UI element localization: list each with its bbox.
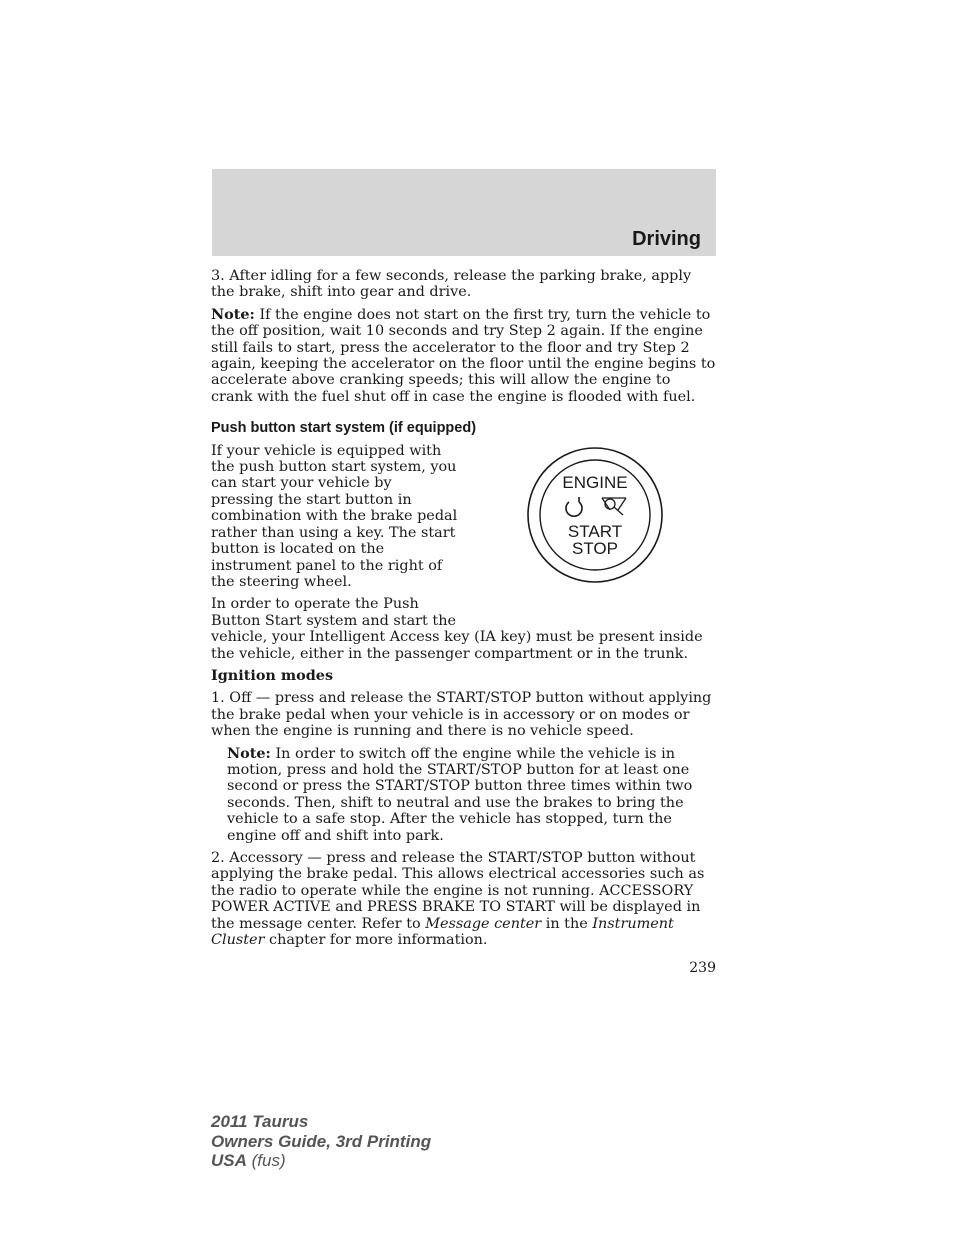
message-center-reference: Message center	[425, 915, 542, 932]
note-paragraph	[211, 307, 716, 405]
note-text: If the engine does not start on the first try, turn the vehicle to the off position, wait 10 seconds and try Step 2 again. If the engine still fails to start, press the accelerator to the floor and try Step 2 again, keeping the accelerator on the floor until the engine begins to accelerate above cranking speeds; this will allow the engine to crank with the fuel shut off in case the engine is flooded with fuel.	[211, 306, 716, 405]
footer-model: 2011 Taurus	[211, 1112, 309, 1131]
push-button-paragraph-2: In order to operate the Push Button Start system and start the vehicle, your Intelligent Access key (IA key) must be present inside the vehicle, either in the passenger compartment or in the trunk.	[211, 596, 703, 662]
mode-accessory-paragraph	[211, 850, 716, 948]
accessory-text-c: chapter for more information.	[264, 932, 488, 949]
start-label: START	[567, 521, 623, 541]
page-content	[211, 268, 716, 954]
footer-region	[211, 1151, 431, 1171]
power-cycle-icon	[566, 497, 582, 516]
page-number: 239	[689, 960, 716, 976]
start-stop-button-illustration	[526, 446, 664, 584]
footer-region-bold: USA	[211, 1151, 247, 1170]
motion-note-paragraph	[227, 746, 716, 844]
footer-region-code: (fus)	[246, 1151, 286, 1170]
key-crossed-icon	[602, 498, 626, 515]
push-button-heading: Push button start system (if equipped)	[211, 420, 477, 437]
section-header-band	[212, 169, 716, 256]
instrument-cluster-reference: Instrument Cluster	[211, 915, 674, 949]
accessory-text-b: in the	[541, 915, 593, 932]
document-footer	[211, 1112, 431, 1171]
footer-edition: Owners Guide, 3rd Printing	[211, 1131, 432, 1151]
push-button-paragraph-1: If your vehicle is equipped with the push button start system, you can start your vehicle by pressing the start button in combination with the brake pedal rather than using a key. The start button is located on the instrument panel to the right of the steering wheel.	[211, 442, 458, 590]
ignition-modes-heading: Ignition modes	[211, 666, 334, 684]
motion-note-label: Note:	[227, 744, 271, 762]
engine-start-stop-figure	[466, 443, 716, 625]
section-title: Driving	[632, 228, 701, 250]
note-label: Note:	[211, 305, 255, 323]
stop-label: STOP	[572, 538, 618, 558]
mode-off-paragraph: 1. Off — press and release the START/STOP button without applying the brake pedal when your vehicle is in accessory or on modes or when the engine is running and there is no vehicle speed.	[211, 690, 712, 740]
accessory-text-a: 2. Accessory — press and release the START/STOP button without applying the brake pedal. This allows electrical accessories such as the radio to operate while the engine is not running. ACCESSORY POWER ACTIVE and PRESS BRAKE TO START will be displayed in the message center. Refer to	[211, 850, 705, 932]
step-3-paragraph: 3. After idling for a few seconds, release the parking brake, apply the brake, shift into gear and drive.	[211, 268, 692, 301]
motion-note-text: In order to switch off the engine while the vehicle is in motion, press and hold the START/STOP button for at least one second or press the START/STOP button three times within two seconds. Then, shift to neutral and use the brakes to bring the vehicle to a safe stop. After the vehicle has stopped, turn the engine off and shift into park.	[227, 745, 693, 844]
engine-label: ENGINE	[562, 472, 628, 492]
